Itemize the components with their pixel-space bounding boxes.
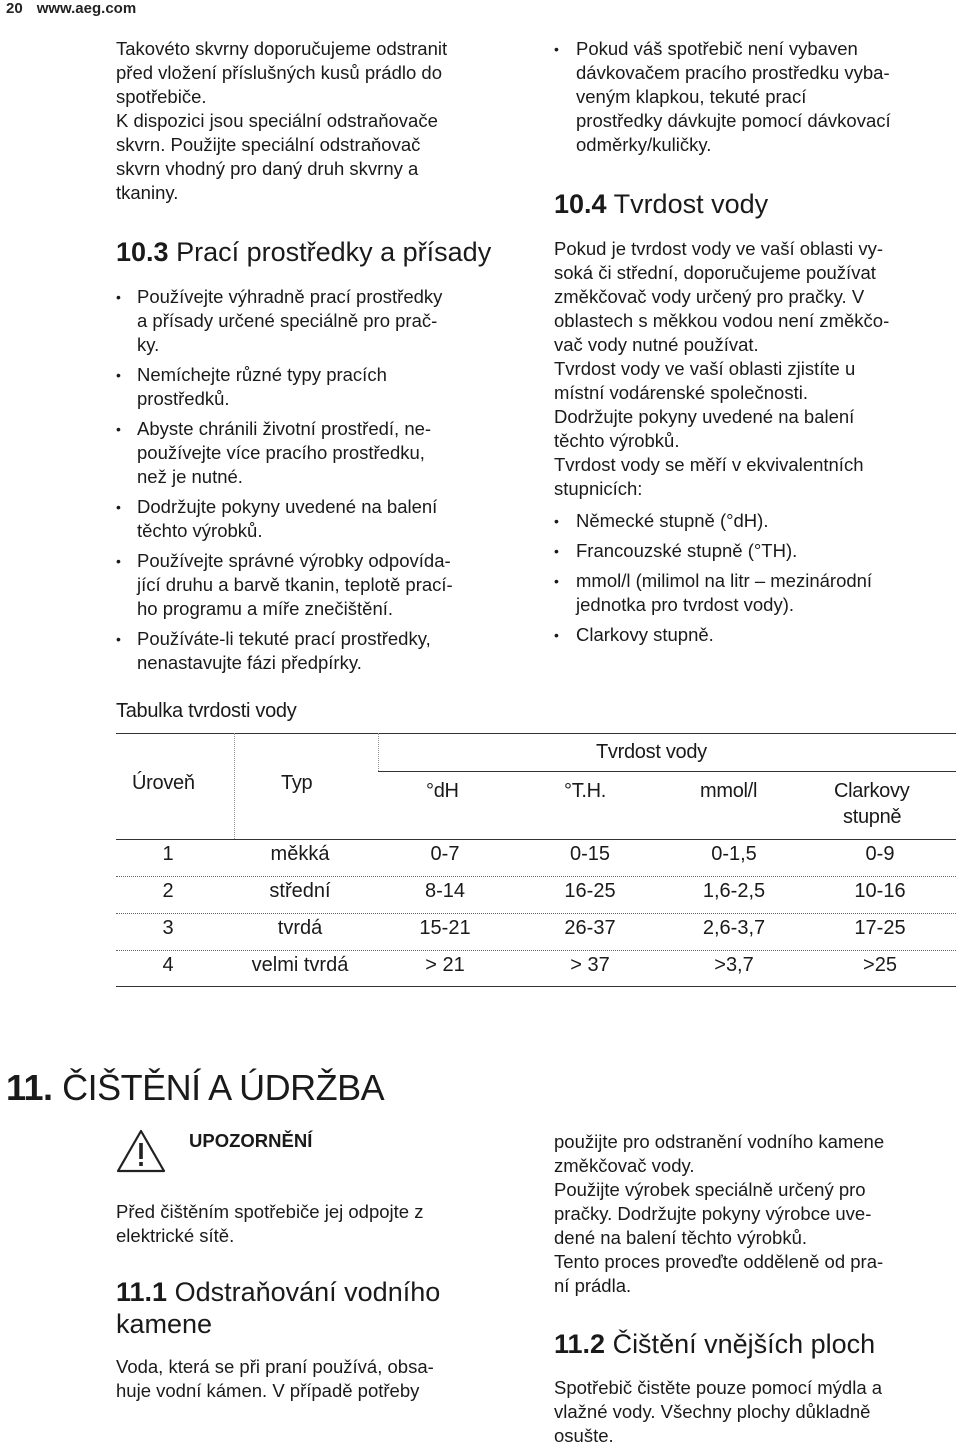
section-11-2-heading [554, 1328, 875, 1360]
detergent-bullet-list [116, 285, 536, 681]
section-11-1-heading [116, 1276, 440, 1340]
text-line: skvrn vhodný pro daný druh skvrny a [116, 158, 419, 179]
page-number: 20 [6, 0, 23, 17]
text-line: změkčovač vody určený pro pračky. V [554, 286, 865, 307]
list-item: • mmol/l (milimol na litr – mezinárodní jednotka pro tvrdost vody). [554, 569, 954, 617]
table-header-type: Typ [281, 772, 313, 794]
table-divider [116, 876, 956, 877]
table-header-level: Úroveň [132, 772, 195, 794]
list-item: • Nemíchejte různé typy pracích prostředků. [116, 363, 536, 411]
text-line: vlažné vody. Všechny plochy důkladně [554, 1401, 871, 1422]
text-line: těchto výrobků. [554, 430, 680, 451]
table-cell: 4 [162, 954, 174, 976]
table-vline [378, 733, 379, 771]
text-line: huje vodní kámen. V případě potřeby [116, 1380, 420, 1401]
section-number: 11.2 [554, 1329, 606, 1359]
table-rule-top [116, 733, 956, 734]
chapter-number: 11. [6, 1067, 53, 1108]
table-title: Tabulka tvrdosti vody [116, 700, 297, 722]
text-line: oblastech s měkkou vodou není změkčo- [554, 310, 890, 331]
warning-title: UPOZORNĚNÍ [189, 1130, 313, 1151]
table-cell: 15-21 [419, 917, 471, 939]
chapter-title: ČIŠTĚNÍ A ÚDRŽBA [52, 1067, 385, 1108]
table-rule-group [378, 771, 956, 772]
text-line: skvrn. Použijte speciální odstraňovač [116, 134, 421, 155]
list-item: • Clarkovy stupně. [554, 623, 954, 647]
text-line: Pokud je tvrdost vody ve vaší oblasti vy- [554, 238, 884, 259]
water-hardness-table [116, 733, 956, 987]
table-cell: střední [269, 880, 331, 902]
descaling-continued-text [554, 1130, 884, 1298]
section-title: Čištění vnějších ploch [605, 1329, 876, 1359]
section-title: Tvrdost vody [606, 189, 769, 219]
table-cell: 0-15 [569, 843, 611, 865]
dispenser-bullet [554, 37, 954, 163]
table-rule-header [116, 839, 956, 840]
table-header-mmol: mmol/l [700, 780, 758, 802]
table-cell: tvrdá [277, 917, 323, 939]
table-group-header: Tvrdost vody [596, 741, 707, 763]
table-cell: 17-25 [854, 917, 906, 939]
table-cell: 10-16 [854, 880, 906, 902]
text-line: Před čištěním spotřebiče jej odpojte z [116, 1201, 424, 1222]
list-item: • Používejte správné výrobky odpovída- jící druhu a barvě tkanin, teplotě prací- ho programu a míře znečištění. [116, 549, 536, 621]
site-link[interactable]: www.aeg.com [36, 0, 137, 17]
text-line: tkaniny. [116, 182, 179, 203]
table-cell: 1 [162, 843, 174, 865]
section-number: 10.4 [554, 189, 607, 219]
text-line: Tento proces proveďte odděleně od pra- [554, 1251, 884, 1272]
table-cell: 2 [162, 880, 174, 902]
table-rule-bottom [116, 986, 956, 987]
text-line: místní vodárenské společnosti. [554, 382, 808, 403]
table-cell: 0-7 [430, 843, 460, 865]
text-line: použijte pro odstranění vodního kamene [554, 1131, 885, 1152]
table-vline [234, 733, 235, 839]
table-cell: >25 [863, 954, 897, 976]
text-line: elektrické sítě. [116, 1225, 235, 1246]
text-line: stupnicích: [554, 478, 643, 499]
table-cell: > 21 [425, 954, 465, 976]
warning-text [116, 1200, 423, 1248]
text-line: změkčovač vody. [554, 1155, 695, 1176]
text-line: soká či střední, doporučujeme používat [554, 262, 876, 283]
table-cell: 2,6-3,7 [702, 917, 766, 939]
text-line: před vložení příslušných kusů prádlo do [116, 62, 442, 83]
text-line: K dispozici jsou speciální odstraňovače [116, 110, 438, 131]
list-item: • Dodržujte pokyny uvedené na balení těchto výrobků. [116, 495, 536, 543]
table-header-clark-2: stupně [843, 806, 902, 828]
section-number: 11.1 [116, 1277, 168, 1307]
table-cell: > 37 [570, 954, 610, 976]
text-line: dené na balení těchto výrobků. [554, 1227, 808, 1248]
table-cell: 0-1,5 [711, 843, 757, 865]
text-line: Tvrdost vody se měří v ekvivalentních [554, 454, 864, 475]
text-line: pračky. Dodržujte pokyny výrobce uve- [554, 1203, 872, 1224]
table-cell: 26-37 [564, 917, 616, 939]
list-item: • Používáte-li tekuté prací prostředky, nenastavujte fázi předpírky. [116, 627, 536, 675]
descaling-text [116, 1355, 434, 1403]
chapter-11-heading [6, 1067, 384, 1109]
section-title: Prací prostředky a přísady [168, 237, 492, 267]
list-item: • Abyste chránili životní prostředí, ne- používejte více pracího prostředku, než je nutné. [116, 417, 536, 489]
section-title-line-2: kamene [116, 1309, 213, 1339]
text-line: vač vody nutné používat. [554, 334, 759, 355]
table-header-dh: °dH [426, 780, 459, 802]
section-title: Odstraňování vodního [167, 1277, 441, 1307]
table-divider [116, 913, 956, 914]
text-line: Voda, která se při praní používá, obsa- [116, 1356, 434, 1377]
warning-triangle-icon [115, 1128, 167, 1174]
table-cell: >3,7 [714, 954, 754, 976]
table-cell: 0-9 [865, 843, 895, 865]
exterior-cleaning-text [554, 1376, 882, 1448]
table-cell: velmi tvrdá [251, 954, 349, 976]
table-cell: 3 [162, 917, 174, 939]
text-line: Takovéto skvrny doporučujeme odstranit [116, 38, 448, 59]
table-cell: 16-25 [564, 880, 616, 902]
text-line: Spotřebič čistěte pouze pomocí mýdla a [554, 1377, 883, 1398]
table-cell: 1,6-2,5 [702, 880, 766, 902]
list-item: • Německé stupně (°dH). [554, 509, 954, 533]
list-item: • Francouzské stupně (°TH). [554, 539, 954, 563]
text-line: ní prádla. [554, 1275, 632, 1296]
section-number: 10.3 [116, 237, 169, 267]
text-line: spotřebiče. [116, 86, 207, 107]
water-hardness-paragraph [554, 237, 889, 501]
table-cell: měkká [270, 843, 330, 865]
table-header-clark: Clarkovy [834, 780, 910, 802]
section-10-3-heading [116, 236, 491, 268]
text-line: Dodržujte pokyny uvedené na balení [554, 406, 855, 427]
page-header [6, 0, 136, 17]
list-item: • Používejte výhradně prací prostředky a přísady určené speciálně pro prač- ky. [116, 285, 536, 357]
text-line: osušte. [554, 1425, 614, 1446]
table-header-th: °T.H. [564, 780, 607, 802]
stain-intro [116, 37, 447, 205]
table-cell: 8-14 [424, 880, 466, 902]
hardness-scale-list [554, 509, 954, 653]
text-line: Použijte výrobek speciálně určený pro [554, 1179, 866, 1200]
table-divider [116, 950, 956, 951]
list-item: • Pokud váš spotřebič není vybaven dávkovačem pracího prostředku vyba- veným klapkou, tekuté prací prostředky dávkujte pomocí dávkovací odměrky/kuličky. [554, 37, 954, 157]
text-line: Tvrdost vody ve vaší oblasti zjistíte u [554, 358, 856, 379]
section-10-4-heading [554, 188, 768, 220]
